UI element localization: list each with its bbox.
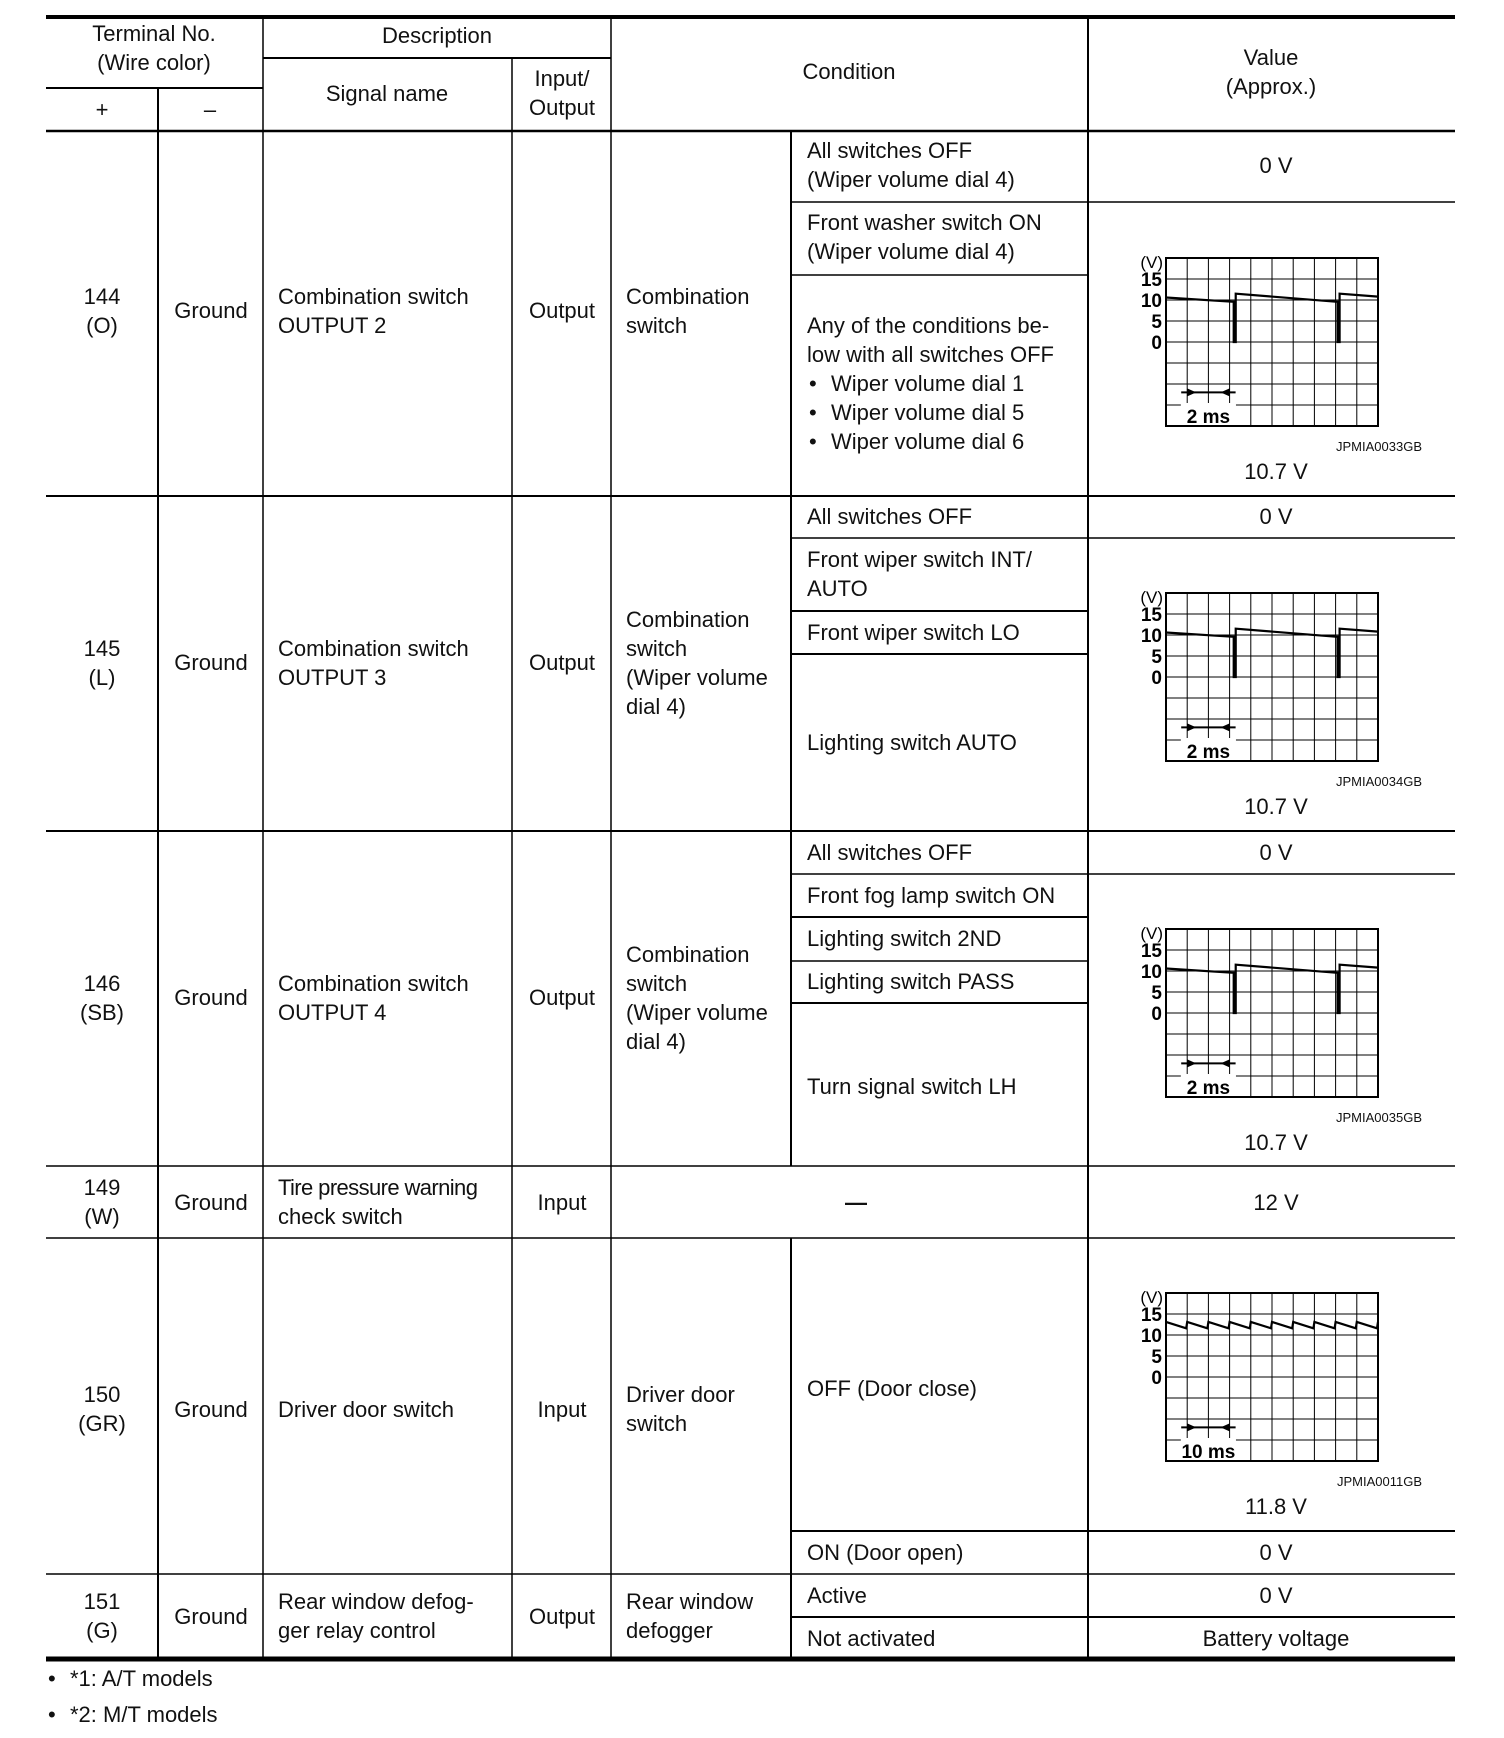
value-text: 10.7 V (1244, 459, 1308, 484)
scope-y-tick: 15 (1140, 1305, 1162, 1326)
minus-terminal: Ground (174, 298, 248, 323)
wire-color: (O) (86, 313, 118, 338)
scope-y-tick: 10 (1140, 962, 1162, 983)
footnote: • *2: M/T models (46, 1701, 218, 1729)
condition-item: Front wiper switch LO (807, 620, 1020, 645)
time-arrow-right-icon (1187, 723, 1196, 731)
condition-item: Active (807, 1583, 867, 1608)
time-arrow-right-icon (1187, 1423, 1196, 1431)
time-arrow-right-icon (1187, 1059, 1196, 1067)
minus-terminal: Ground (174, 1397, 248, 1422)
condition-main-line2: defogger (626, 1618, 713, 1643)
condition-item: low with all switches OFF (807, 342, 1054, 367)
io-type: Output (528, 298, 596, 323)
condition-item: All switches OFF (807, 840, 973, 865)
wire-color: (L) (88, 665, 116, 690)
value-text: 10.7 V (1244, 794, 1308, 819)
scope-y-tick: 15 (1140, 941, 1162, 962)
signal-name-line2: OUTPUT 4 (278, 1000, 387, 1025)
scope-y-tick: 0 (1151, 1368, 1162, 1389)
condition-item: (Wiper volume dial 4) (807, 239, 1015, 264)
time-arrow-left-icon (1221, 388, 1230, 396)
terminal-number: 145 (83, 636, 121, 661)
footnote: • *1: A/T models (46, 1665, 218, 1701)
value-text: 0 V (1259, 153, 1293, 178)
scope-svg (1130, 250, 1430, 430)
condition-bullet-list (807, 369, 1024, 456)
condition-main-line3: (Wiper volume (626, 665, 768, 690)
header-value-2: (Approx.) (1225, 74, 1317, 99)
time-arrow-left-icon (1221, 723, 1230, 731)
signal-name-line2: OUTPUT 2 (278, 313, 387, 338)
condition-item: Lighting switch AUTO (807, 730, 1017, 755)
scope-y-tick: 5 (1151, 647, 1162, 668)
value-text: Battery voltage (1202, 1626, 1350, 1651)
condition-main-line1: Combination (626, 607, 750, 632)
scope-code: JPMIA0034GB (1336, 774, 1422, 789)
scope-unit-label: (V) (1140, 588, 1163, 607)
condition-item: Lighting switch PASS (807, 969, 1015, 994)
terminal-number: 144 (83, 284, 121, 309)
value-text: 11.8 V (1245, 1494, 1307, 1519)
io-type: Output (528, 985, 596, 1010)
footnotes (46, 1665, 218, 1729)
terminal-number: 146 (83, 971, 121, 996)
scope-y-tick: 5 (1151, 1347, 1162, 1368)
condition-main-line3: (Wiper volume (626, 1000, 768, 1025)
condition-item: AUTO (807, 576, 868, 601)
header-minus: – (203, 97, 217, 122)
oscilloscope-chart (1130, 1285, 1430, 1470)
condition-item: Front fog lamp switch ON (807, 883, 1056, 908)
signal-name-line1: Combination switch (278, 284, 469, 309)
condition-main-line1: Driver door (626, 1382, 735, 1407)
value-text: 10.7 V (1244, 1130, 1308, 1155)
condition-main-line2: switch (626, 1411, 688, 1436)
scope-y-tick: 5 (1151, 312, 1162, 333)
scope-y-tick: 10 (1140, 291, 1162, 312)
time-arrow-left-icon (1221, 1059, 1230, 1067)
header-input-output-1: Input/ (534, 66, 590, 91)
condition-item: OFF (Door close) (807, 1376, 977, 1401)
signal-name-line2: check switch (278, 1204, 403, 1229)
header-wire-color: (Wire color) (97, 50, 211, 75)
condition-item: All switches OFF (807, 504, 973, 529)
scope-y-tick: 15 (1140, 605, 1162, 626)
condition-item: Lighting switch 2ND (807, 926, 1002, 951)
header-input-output-2: Output (528, 95, 596, 120)
scope-y-tick: 0 (1151, 668, 1162, 689)
minus-terminal: Ground (174, 1190, 248, 1215)
oscilloscope-chart (1130, 921, 1430, 1106)
signal-name-line1: Combination switch (278, 971, 469, 996)
scope-svg (1130, 585, 1430, 765)
minus-terminal: Ground (174, 1604, 248, 1629)
io-type: Input (537, 1190, 587, 1215)
terminal-number: 149 (83, 1175, 121, 1200)
terminal-number: 150 (83, 1382, 121, 1407)
condition-item: Not activated (807, 1626, 936, 1651)
condition-main-line4: dial 4) (626, 694, 686, 719)
scope-y-tick: 0 (1151, 333, 1162, 354)
condition-item: Front wiper switch INT/ (807, 547, 1032, 572)
wire-color: (SB) (80, 1000, 124, 1025)
scope-code: JPMIA0035GB (1336, 1110, 1422, 1125)
value-text: 0 V (1259, 1540, 1293, 1565)
oscilloscope-chart (1130, 250, 1430, 435)
condition-main-line2: switch (626, 636, 688, 661)
scope-time-label: 10 ms (1181, 1442, 1236, 1463)
header-value-1: Value (1243, 45, 1299, 70)
condition-main-line1: Combination (626, 942, 750, 967)
scope-unit-label: (V) (1140, 253, 1163, 272)
condition-main-line4: dial 4) (626, 1029, 686, 1054)
io-type: Output (528, 1604, 596, 1629)
signal-name-line1: Tire pressure warning (278, 1175, 478, 1200)
condition-bullet: • Wiper volume dial 6 (807, 427, 1024, 456)
time-arrow-left-icon (1221, 1423, 1230, 1431)
signal-name-line2: OUTPUT 3 (278, 665, 387, 690)
condition-item: Any of the conditions be- (807, 313, 1050, 338)
header-description: Description (381, 23, 493, 48)
signal-name-line1: Driver door switch (278, 1397, 455, 1422)
condition-main-line2: switch (626, 971, 688, 996)
condition-item: (Wiper volume dial 4) (807, 167, 1015, 192)
wire-color: (W) (84, 1204, 120, 1229)
io-type: Output (528, 650, 596, 675)
value-text: 0 V (1259, 840, 1293, 865)
scope-time-label: 2 ms (1186, 1078, 1231, 1099)
condition-item: Front washer switch ON (807, 210, 1042, 235)
scope-waveform (1166, 1322, 1378, 1328)
value-text: 0 V (1259, 504, 1293, 529)
condition-main-line1: Combination (626, 284, 750, 309)
scope-y-tick: 0 (1151, 1004, 1162, 1025)
value-text: 12 V (1253, 1190, 1299, 1215)
scope-y-tick: 10 (1140, 1326, 1162, 1347)
header-terminal-no: Terminal No. (92, 21, 216, 46)
wire-color: (GR) (78, 1411, 126, 1436)
signal-name-line1: Rear window defog- (278, 1589, 474, 1614)
condition-bullet: • Wiper volume dial 5 (807, 398, 1024, 427)
scope-y-tick: 15 (1140, 270, 1162, 291)
minus-terminal: Ground (174, 985, 248, 1010)
wire-color: (G) (86, 1618, 118, 1643)
scope-svg (1130, 921, 1430, 1101)
signal-name-line1: Combination switch (278, 636, 469, 661)
condition-item: ON (Door open) (807, 1540, 964, 1565)
signal-name-line2: ger relay control (278, 1618, 436, 1643)
condition-bullet: • Wiper volume dial 1 (807, 369, 1024, 398)
terminal-number: 151 (83, 1589, 121, 1614)
header-condition: Condition (802, 59, 896, 84)
header-plus: + (95, 97, 109, 122)
minus-terminal: Ground (174, 650, 248, 675)
condition-main-line2: switch (626, 313, 688, 338)
value-text: 0 V (1259, 1583, 1293, 1608)
scope-code: JPMIA0033GB (1336, 439, 1422, 454)
condition-none: — (845, 1190, 867, 1215)
condition-item: Turn signal switch LH (807, 1074, 1017, 1099)
scope-svg (1130, 1285, 1430, 1465)
oscilloscope-chart (1130, 585, 1430, 770)
scope-y-tick: 5 (1151, 983, 1162, 1004)
header-signal-name: Signal name (325, 81, 449, 106)
scope-code: JPMIA0011GB (1336, 1474, 1422, 1489)
scope-y-tick: 10 (1140, 626, 1162, 647)
condition-main-line1: Rear window (626, 1589, 754, 1614)
scope-unit-label: (V) (1140, 924, 1163, 943)
scope-unit-label: (V) (1140, 1288, 1163, 1307)
scope-time-label: 2 ms (1186, 742, 1231, 763)
scope-time-label: 2 ms (1186, 407, 1231, 428)
condition-item: All switches OFF (807, 138, 973, 163)
time-arrow-right-icon (1187, 388, 1196, 396)
io-type: Input (537, 1397, 587, 1422)
